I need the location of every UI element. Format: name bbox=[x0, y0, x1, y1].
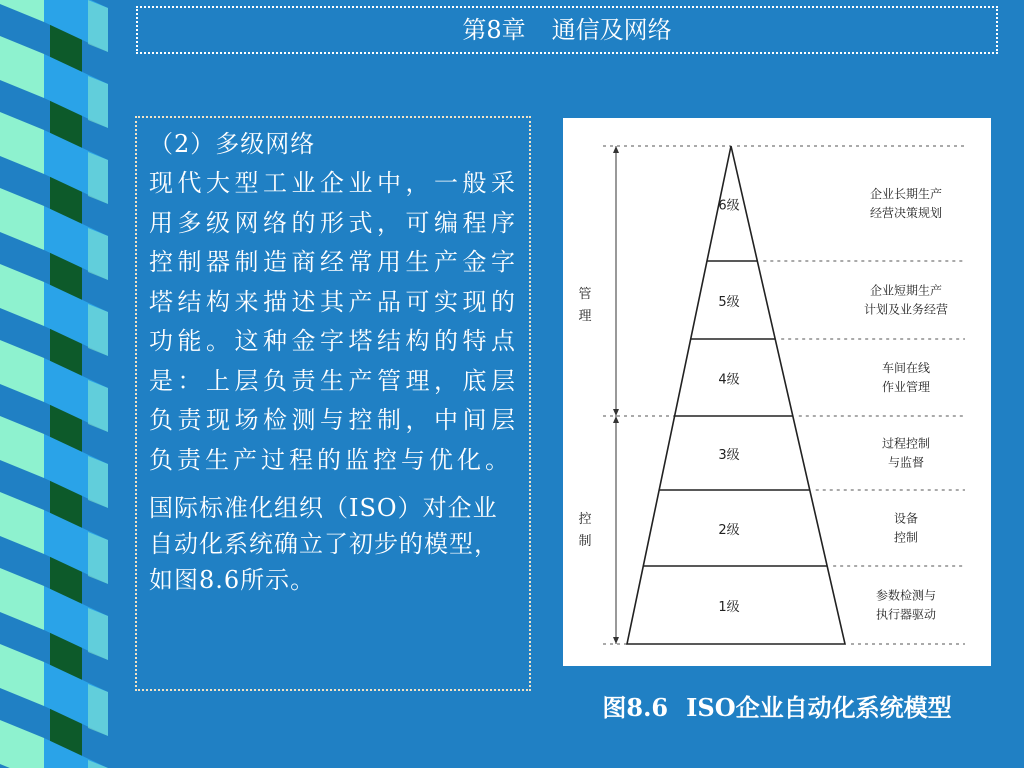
level-description: 计划及业务经营 bbox=[863, 302, 949, 317]
decorative-ribbon-border bbox=[0, 0, 116, 768]
level-label: 1级 bbox=[718, 600, 740, 615]
pyramid-diagram bbox=[563, 118, 991, 666]
ribbon-segment-highlight bbox=[88, 532, 108, 584]
chapter-label: 第8章 bbox=[462, 16, 526, 44]
ribbon-segment-highlight bbox=[88, 0, 108, 52]
figure-caption-number: 图8.6 bbox=[602, 693, 669, 722]
ribbon-segment-left bbox=[0, 644, 44, 706]
level-label: 2级 bbox=[718, 523, 740, 538]
slide-title-bar bbox=[136, 6, 998, 54]
ribbon-segment-highlight bbox=[88, 304, 108, 356]
arrow-head-icon bbox=[613, 416, 619, 423]
ribbon-segment-highlight bbox=[88, 456, 108, 508]
ribbon-segment-left bbox=[0, 568, 44, 630]
ribbon-segment-left bbox=[0, 0, 44, 22]
ribbon-segment-left bbox=[0, 340, 44, 402]
side-label-control: 制 bbox=[578, 534, 592, 549]
level-label: 5级 bbox=[718, 295, 740, 310]
ribbon-segment-highlight bbox=[88, 380, 108, 432]
level-description: 与监督 bbox=[887, 455, 925, 470]
ribbon-segment-highlight bbox=[88, 608, 108, 660]
side-label-management: 管 bbox=[578, 287, 592, 302]
arrow-head-icon bbox=[613, 146, 619, 153]
level-description: 参数检测与 bbox=[875, 588, 937, 603]
ribbon-segment-highlight bbox=[88, 684, 108, 736]
section-subheading: （2）多级网络 bbox=[149, 130, 316, 158]
ribbon-segment-left bbox=[0, 36, 44, 98]
level-label: 3级 bbox=[718, 448, 740, 463]
side-label-control: 控 bbox=[578, 512, 592, 527]
ribbon-segment-highlight bbox=[88, 76, 108, 128]
figure-caption-title: ISO企业自动化系统模型 bbox=[686, 693, 952, 722]
arrow-head-icon bbox=[613, 637, 619, 644]
level-description: 控制 bbox=[893, 530, 919, 545]
level-description: 执行器驱动 bbox=[875, 607, 937, 622]
level-description: 企业短期生产 bbox=[869, 283, 943, 298]
level-description: 经营决策规划 bbox=[869, 206, 943, 220]
ribbon-segment-left bbox=[0, 188, 44, 250]
slide-title: 通信及网络 bbox=[551, 16, 672, 44]
level-label: 6级 bbox=[718, 198, 740, 214]
ribbon-segment-left bbox=[0, 264, 44, 326]
figure-caption bbox=[563, 688, 991, 723]
side-label-management: 理 bbox=[578, 309, 592, 324]
level-description: 过程控制 bbox=[881, 436, 931, 451]
level-description: 作业管理 bbox=[881, 380, 931, 394]
ribbon-segment-left bbox=[0, 416, 44, 478]
ribbon-segment-highlight bbox=[88, 152, 108, 204]
arrow-head-icon bbox=[613, 409, 619, 416]
body-paragraph-2: 国际标准化组织（ISO）对企业自动化系统确立了初步的模型，如图8.6所示。 bbox=[149, 494, 499, 594]
pyramid-figure bbox=[563, 118, 991, 666]
level-description: 企业长期生产 bbox=[869, 187, 943, 201]
ribbon-segment-left bbox=[0, 112, 44, 174]
pyramid-outline bbox=[627, 146, 845, 644]
level-description: 设备 bbox=[893, 511, 919, 526]
level-label: 4级 bbox=[718, 372, 740, 388]
ribbon-segment-left bbox=[0, 720, 44, 768]
text-panel bbox=[135, 116, 531, 691]
ribbon-segment-left bbox=[0, 492, 44, 554]
body-paragraph-1: 现代大型工业企业中，一般采用多级网络的形式，可编程序控制器制造商经常用生产金字塔结构来描述其产品可实现的功能。这种金字塔结构的特点是：上层负责生产管理，底层负责现场检测与控制，中间层负责生产过程的监控与优化。 bbox=[149, 169, 519, 474]
ribbon-segment-highlight bbox=[88, 228, 108, 280]
level-description: 车间在线 bbox=[881, 361, 931, 375]
